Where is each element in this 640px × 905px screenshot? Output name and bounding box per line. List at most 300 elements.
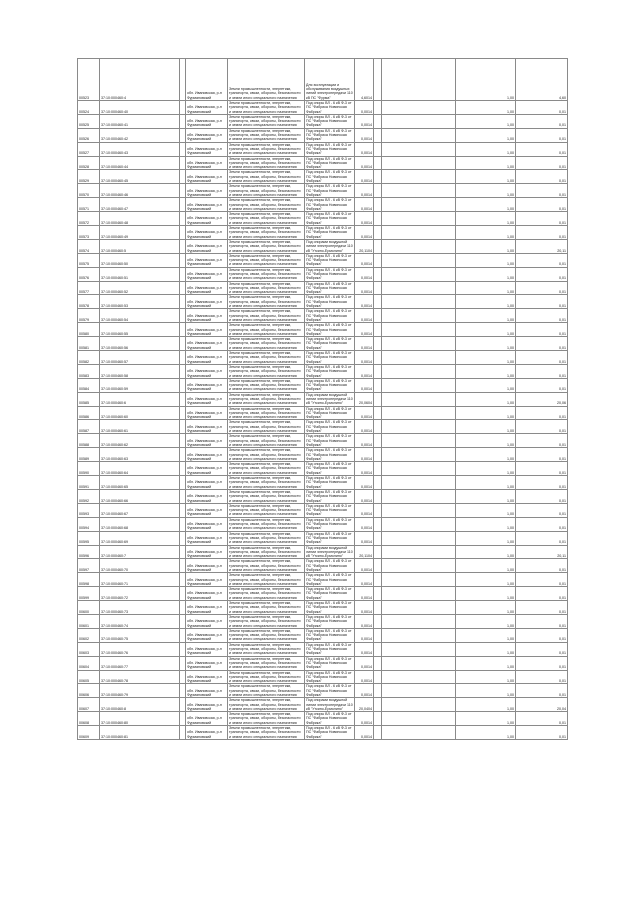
area-cell: 0,0014 — [355, 503, 374, 517]
rate-cell: 1,00 — [456, 351, 516, 365]
land-category-cell: Земли промышленности, энергетики, транспорта, связи, обороны, безопасности и земли иного специального назначения — [228, 198, 305, 212]
permitted-use-cell: Под опоры ВЛ - 6 кВ Ф-3 от ПС "Фабрика Новинская Фабрика" — [305, 614, 355, 628]
area-cell: 0,0014 — [355, 267, 374, 281]
row-number: 00609 — [78, 726, 100, 740]
amount-cell: 0,01 — [516, 670, 568, 684]
permitted-use-cell: Под опоры ВЛ - 6 кВ Ф-3 от ПС "Фабрика Новинская Фабрика" — [305, 114, 355, 128]
row-number: 00526 — [78, 128, 100, 142]
rate-cell: 1,00 — [456, 684, 516, 698]
land-category-cell: Земли промышленности, энергетики, транспорта, связи, обороны, безопасности и земли иного специального назначения — [228, 656, 305, 670]
location-cell: обл. Ивановская, р-н Фурмановский — [186, 239, 228, 253]
table-row — [78, 309, 568, 323]
row-number: 00588 — [78, 434, 100, 448]
cadastral-number: 37:10:000460:6 — [100, 392, 180, 406]
blank-cell — [374, 392, 382, 406]
table-row — [78, 531, 568, 545]
rate-cell: 1,00 — [456, 656, 516, 670]
land-category-cell: Земли промышленности, энергетики, транспорта, связи, обороны, безопасности и земли иного специального назначения — [228, 226, 305, 240]
cadastral-number: 37:10:000460:43 — [100, 142, 180, 156]
rate-cell: 1,00 — [456, 670, 516, 684]
permitted-use-cell: Под опоры ВЛ - 6 кВ Ф-3 от ПС "Фабрика Новинская Фабрика" — [305, 309, 355, 323]
blank-cell — [382, 503, 456, 517]
location-cell: обл. Ивановская, р-н Фурмановский — [186, 434, 228, 448]
table-row — [78, 587, 568, 601]
blank-cell — [374, 698, 382, 712]
blank-cell — [374, 253, 382, 267]
table-row — [78, 517, 568, 531]
row-number: 00575 — [78, 253, 100, 267]
cadastral-number: 37:10:000460:64 — [100, 462, 180, 476]
area-cell: 0,0014 — [355, 531, 374, 545]
blank-cell — [382, 587, 456, 601]
blank-cell — [374, 670, 382, 684]
rate-cell: 1,00 — [456, 462, 516, 476]
cadastral-number: 37:10:000460:40 — [100, 101, 180, 115]
area-cell: 0,0014 — [355, 670, 374, 684]
location-cell: обл. Ивановская, р-н Фурмановский — [186, 545, 228, 559]
table-row — [78, 128, 568, 142]
rate-cell: 1,00 — [456, 614, 516, 628]
permitted-use-cell: Под опоры ВЛ - 6 кВ Ф-3 от ПС "Фабрика Новинская Фабрика" — [305, 712, 355, 726]
blank-cell — [382, 545, 456, 559]
amount-cell: 0,01 — [516, 142, 568, 156]
rate-cell: 1,00 — [456, 184, 516, 198]
land-category-cell: Земли промышленности, энергетики, транспорта, связи, обороны, безопасности и земли иного специального назначения — [228, 587, 305, 601]
amount-cell: 0,01 — [516, 503, 568, 517]
row-number: 00600 — [78, 601, 100, 615]
row-number: 00605 — [78, 670, 100, 684]
location-cell: обл. Ивановская, р-н Фурмановский — [186, 559, 228, 573]
area-cell: 20,1104 — [355, 545, 374, 559]
cadastral-number: 37:10:000460:60 — [100, 406, 180, 420]
permitted-use-cell: Под опоры ВЛ - 6 кВ Ф-3 от ПС "Фабрика Новинская Фабрика" — [305, 128, 355, 142]
permitted-use-cell: Под опоры ВЛ - 6 кВ Ф-3 от ПС "Фабрика Новинская Фабрика" — [305, 587, 355, 601]
cadastral-number: 37:10:000460:48 — [100, 212, 180, 226]
area-cell: 0,0014 — [355, 309, 374, 323]
permitted-use-cell: Под опоры ВЛ - 6 кВ Ф-3 от ПС "Фабрика Новинская Фабрика" — [305, 253, 355, 267]
row-number: 00595 — [78, 531, 100, 545]
cadastral-number: 37:10:000460:53 — [100, 295, 180, 309]
area-cell: 0,0014 — [355, 587, 374, 601]
land-category-cell: Земли промышленности, энергетики, транспорта, связи, обороны, безопасности и земли иного специального назначения — [228, 642, 305, 656]
cadastral-number: 37:10:000460:42 — [100, 128, 180, 142]
table-row — [78, 628, 568, 642]
row-number: 00571 — [78, 198, 100, 212]
amount-cell: 0,01 — [516, 559, 568, 573]
amount-cell: 0,01 — [516, 198, 568, 212]
blank-cell — [382, 101, 456, 115]
blank-cell — [374, 726, 382, 740]
area-cell: 0,0014 — [355, 642, 374, 656]
location-cell: обл. Ивановская, р-н Фурмановский — [186, 531, 228, 545]
cadastral-number: 37:10:000460:5 — [100, 239, 180, 253]
blank-cell — [374, 545, 382, 559]
cadastral-number: 37:10:000460:4 — [100, 59, 180, 101]
table-row — [78, 726, 568, 740]
table-row — [78, 434, 568, 448]
blank-cell — [374, 434, 382, 448]
blank-cell — [382, 698, 456, 712]
row-number: 00523 — [78, 59, 100, 101]
amount-cell: 0,01 — [516, 156, 568, 170]
cadastral-number: 37:10:000460:70 — [100, 559, 180, 573]
rate-cell: 1,00 — [456, 434, 516, 448]
land-category-cell: Земли промышленности, энергетики, транспорта, связи, обороны, безопасности и земли иного специального назначения — [228, 573, 305, 587]
location-cell: обл. Ивановская, р-н Фурмановский — [186, 156, 228, 170]
cadastral-number: 37:10:000460:71 — [100, 573, 180, 587]
cadastral-number: 37:10:000460:68 — [100, 517, 180, 531]
amount-cell: 0,01 — [516, 364, 568, 378]
permitted-use-cell: Под опоры ВЛ - 6 кВ Ф-3 от ПС "Фабрика Новинская Фабрика" — [305, 406, 355, 420]
blank-cell — [374, 267, 382, 281]
document-sheet — [77, 58, 567, 740]
row-number: 00584 — [78, 378, 100, 392]
permitted-use-cell: Под опорами воздушной линии электропередачи 110 кВ "Уткино-Ермолино" — [306, 392, 353, 406]
blank-cell — [374, 364, 382, 378]
land-category-cell: Земли промышленности, энергетики, транспорта, связи, обороны, безопасности и земли иного специального назначения — [228, 601, 305, 615]
blank-cell — [382, 392, 456, 406]
location-cell: обл. Ивановская, р-н Фурмановский — [186, 420, 228, 434]
blank-cell — [374, 587, 382, 601]
row-number: 00590 — [78, 462, 100, 476]
land-category-cell: Земли промышленности, энергетики, транспорта, связи, обороны, безопасности и земли иного специального назначения — [228, 476, 305, 490]
table-row — [78, 573, 568, 587]
amount-cell: 0,01 — [516, 114, 568, 128]
amount-cell: 0,01 — [516, 434, 568, 448]
location-cell: обл. Ивановская, р-н Фурмановский — [186, 378, 228, 392]
table-row — [78, 337, 568, 351]
location-cell: обл. Ивановская, р-н Фурмановский — [186, 337, 228, 351]
table-row — [78, 601, 568, 615]
cadastral-number: 37:10:000460:54 — [100, 309, 180, 323]
location-cell: обл. Ивановская, р-н Фурмановский — [186, 684, 228, 698]
area-cell: 0,0014 — [355, 462, 374, 476]
blank-cell — [374, 309, 382, 323]
cadastral-number: 37:10:000460:41 — [100, 114, 180, 128]
row-number: 00581 — [78, 337, 100, 351]
permitted-use-cell: Под опоры ВЛ - 6 кВ Ф-3 от ПС "Фабрика Новинская Фабрика" — [305, 281, 355, 295]
amount-cell: 0,01 — [516, 295, 568, 309]
cadastral-number: 37:10:000460:76 — [100, 642, 180, 656]
area-cell: 0,0014 — [355, 656, 374, 670]
cadastral-number: 37:10:000460:47 — [100, 198, 180, 212]
permitted-use-cell: Под опорами воздушной линии электропередачи 110 кВ "Уткино-Ермолино" — [306, 239, 353, 253]
location-cell: обл. Ивановская, р-н Фурмановский — [186, 642, 228, 656]
land-category-cell: Земли промышленности, энергетики, транспорта, связи, обороны, безопасности и земли иного специального назначения — [228, 295, 305, 309]
table-row — [78, 503, 568, 517]
area-cell: 0,0014 — [355, 323, 374, 337]
cadastral-number: 37:10:000460:80 — [100, 712, 180, 726]
blank-cell — [382, 406, 456, 420]
rate-cell: 1,00 — [456, 517, 516, 531]
blank-cell — [374, 184, 382, 198]
blank-cell — [374, 351, 382, 365]
permitted-use-cell: Под опорами воздушной линии электропередачи 110 кВ "Уткино-Ермолино" — [306, 698, 353, 711]
table-row — [78, 212, 568, 226]
blank-cell — [382, 364, 456, 378]
location-cell: обл. Ивановская, р-н Фурмановский — [186, 670, 228, 684]
permitted-use-cell: Под опоры ВЛ - 6 кВ Ф-3 от ПС "Фабрика Новинская Фабрика" — [305, 462, 355, 476]
blank-cell — [382, 323, 456, 337]
permitted-use-cell: Под опоры ВЛ - 6 кВ Ф-3 от ПС "Фабрика Новинская Фабрика" — [305, 184, 355, 198]
blank-cell — [382, 489, 456, 503]
location-cell: обл. Ивановская, р-н Фурмановский — [186, 128, 228, 142]
blank-cell — [382, 198, 456, 212]
table-row — [78, 489, 568, 503]
cadastral-number: 37:10:000460:77 — [100, 656, 180, 670]
land-category-cell: Земли промышленности, энергетики, транспорта, связи, обороны, безопасности и земли иного специального назначения — [228, 559, 305, 573]
blank-cell — [374, 337, 382, 351]
blank-cell — [382, 601, 456, 615]
blank-cell — [382, 142, 456, 156]
blank-cell — [382, 59, 456, 101]
area-cell: 0,0014 — [355, 226, 374, 240]
rate-cell: 1,00 — [456, 531, 516, 545]
cadastral-number: 37:10:000460:65 — [100, 476, 180, 490]
amount-cell: 0,01 — [516, 656, 568, 670]
amount-cell: 0,01 — [516, 420, 568, 434]
table-row — [78, 559, 568, 573]
area-cell: 0,0014 — [355, 420, 374, 434]
row-number: 00580 — [78, 323, 100, 337]
cadastral-number: 37:10:000460:74 — [100, 614, 180, 628]
location-cell: обл. Ивановская, р-н Фурмановский — [186, 226, 228, 240]
cadastral-number: 37:10:000460:44 — [100, 156, 180, 170]
blank-cell — [382, 281, 456, 295]
amount-cell: 0,01 — [516, 587, 568, 601]
blank-cell — [382, 448, 456, 462]
land-category-cell: Земли промышленности, энергетики, транспорта, связи, обороны, безопасности и земли иного специального назначения — [228, 351, 305, 365]
blank-cell — [374, 406, 382, 420]
blank-cell — [382, 462, 456, 476]
cadastral-number: 37:10:000460:58 — [100, 364, 180, 378]
rate-cell: 1,00 — [456, 101, 516, 115]
row-number: 00599 — [78, 587, 100, 601]
area-cell: 20,0404 — [355, 698, 374, 712]
blank-cell — [382, 170, 456, 184]
blank-cell — [382, 226, 456, 240]
blank-cell — [374, 295, 382, 309]
permitted-use-cell: Под опоры ВЛ - 6 кВ Ф-3 от ПС "Фабрика Новинская Фабрика" — [305, 670, 355, 684]
land-category-cell: Земли промышленности, энергетики, транспорта, связи, обороны, безопасности и земли иного специального назначения — [228, 114, 305, 128]
row-number: 00577 — [78, 281, 100, 295]
permitted-use-cell: Под опоры ВЛ - 6 кВ Ф-3 от ПС "Фабрика Новинская Фабрика" — [305, 351, 355, 365]
area-cell: 20,0604 — [355, 392, 374, 406]
land-category-cell: Земли промышленности, энергетики, транспорта, связи, обороны, безопасности и земли иного специального назначения — [228, 281, 305, 295]
area-cell: 0,0014 — [355, 448, 374, 462]
row-number: 00606 — [78, 684, 100, 698]
location-cell: обл. Ивановская, р-н Фурмановский — [186, 364, 228, 378]
permitted-use-cell: Под опоры ВЛ - 6 кВ Ф-3 от ПС "Фабрика Новинская Фабрика" — [305, 226, 355, 240]
permitted-use-cell: Под опоры ВЛ - 6 кВ Ф-3 от ПС "Фабрика Новинская Фабрика" — [305, 448, 355, 462]
permitted-use-cell: Под опоры ВЛ - 6 кВ Ф-3 от ПС "Фабрика Новинская Фабрика" — [305, 420, 355, 434]
area-cell: 4,6014 — [355, 59, 374, 101]
blank-cell — [382, 559, 456, 573]
amount-cell: 0,01 — [516, 212, 568, 226]
amount-cell: 0,01 — [516, 309, 568, 323]
area-cell: 0,0014 — [355, 337, 374, 351]
blank-cell — [374, 142, 382, 156]
amount-cell: 0,01 — [516, 614, 568, 628]
blank-cell — [382, 378, 456, 392]
land-category-cell: Земли промышленности, энергетики, транспорта, связи, обороны, безопасности и земли иного специального назначения — [228, 101, 305, 115]
rate-cell: 1,00 — [456, 267, 516, 281]
blank-cell — [382, 128, 456, 142]
cadastral-number: 37:10:000460:45 — [100, 170, 180, 184]
row-number: 00524 — [78, 101, 100, 115]
cadastral-number: 37:10:000460:69 — [100, 531, 180, 545]
land-category-cell: Земли промышленности, энергетики, транспорта, связи, обороны, безопасности и земли иного специального назначения — [228, 392, 305, 406]
cadastral-number: 37:10:000460:7 — [100, 545, 180, 559]
table-row — [78, 170, 568, 184]
row-number: 00602 — [78, 628, 100, 642]
blank-cell — [374, 378, 382, 392]
land-category-cell: Земли промышленности, энергетики, транспорта, связи, обороны, безопасности и земли иного специального назначения — [228, 462, 305, 476]
location-cell: обл. Ивановская, р-н Фурмановский — [186, 309, 228, 323]
area-cell: 0,0014 — [355, 364, 374, 378]
location-cell: обл. Ивановская, р-н Фурмановский — [186, 628, 228, 642]
amount-cell: 0,01 — [516, 531, 568, 545]
table-row — [78, 156, 568, 170]
amount-cell: 0,01 — [516, 448, 568, 462]
area-cell: 0,0014 — [355, 476, 374, 490]
blank-cell — [374, 239, 382, 253]
area-cell: 0,0014 — [355, 101, 374, 115]
blank-cell — [374, 503, 382, 517]
amount-cell: 0,01 — [516, 476, 568, 490]
row-number: 00582 — [78, 351, 100, 365]
row-number: 00596 — [78, 545, 100, 559]
area-cell: 0,0014 — [355, 684, 374, 698]
area-cell: 0,0014 — [355, 114, 374, 128]
table-row — [78, 684, 568, 698]
table-row — [78, 114, 568, 128]
land-category-cell: Земли промышленности, энергетики, транспорта, связи, обороны, безопасности и земли иного специального назначения — [228, 698, 305, 712]
rate-cell: 1,00 — [456, 712, 516, 726]
cadastral-number: 37:10:000460:79 — [100, 684, 180, 698]
row-number: 00576 — [78, 267, 100, 281]
blank-cell — [382, 628, 456, 642]
location-cell: обл. Ивановская, р-н Фурмановский — [186, 101, 228, 115]
blank-cell — [382, 212, 456, 226]
amount-cell: 20,04 — [516, 698, 568, 712]
blank-cell — [374, 212, 382, 226]
location-cell: обл. Ивановская, р-н Фурмановский — [186, 114, 228, 128]
amount-cell: 0,01 — [516, 573, 568, 587]
cadastral-number: 37:10:000460:63 — [100, 448, 180, 462]
rate-cell: 1,00 — [456, 726, 516, 740]
blank-cell — [374, 420, 382, 434]
land-category-cell: Земли промышленности, энергетики, транспорта, связи, обороны, безопасности и земли иного специального назначения — [228, 545, 305, 559]
row-number: 00591 — [78, 476, 100, 490]
blank-cell — [382, 712, 456, 726]
permitted-use-cell: Под опоры ВЛ - 6 кВ Ф-3 от ПС "Фабрика Новинская Фабрика" — [305, 726, 355, 740]
rate-cell: 1,00 — [456, 573, 516, 587]
area-cell: 0,0014 — [355, 156, 374, 170]
area-cell: 0,0014 — [355, 573, 374, 587]
row-number: 00607 — [78, 698, 100, 712]
blank-cell — [382, 434, 456, 448]
location-cell: обл. Ивановская, р-н Фурмановский — [186, 573, 228, 587]
area-cell: 0,0014 — [355, 170, 374, 184]
location-cell: обл. Ивановская, р-н Фурмановский — [186, 170, 228, 184]
blank-cell — [382, 156, 456, 170]
area-cell: 0,0014 — [355, 351, 374, 365]
table-row — [78, 239, 568, 253]
rate-cell: 1,00 — [456, 420, 516, 434]
table-row — [78, 545, 568, 559]
blank-cell — [382, 114, 456, 128]
area-cell: 0,0014 — [355, 406, 374, 420]
land-category-cell: Земли промышленности, энергетики, транспорта, связи, обороны, безопасности и земли иного специального назначения — [228, 628, 305, 642]
blank-cell — [382, 517, 456, 531]
blank-cell — [374, 559, 382, 573]
rate-cell: 1,00 — [456, 128, 516, 142]
permitted-use-cell: Под опоры ВЛ - 6 кВ Ф-3 от ПС "Фабрика Новинская Фабрика" — [305, 642, 355, 656]
row-number: 00574 — [78, 239, 100, 253]
row-number: 00604 — [78, 656, 100, 670]
blank-cell — [374, 101, 382, 115]
amount-cell: 0,01 — [516, 170, 568, 184]
table-row — [78, 462, 568, 476]
amount-cell: 0,01 — [516, 101, 568, 115]
table-row — [78, 295, 568, 309]
cadastral-number: 37:10:000460:55 — [100, 323, 180, 337]
amount-cell: 0,01 — [516, 184, 568, 198]
land-category-cell: Земли промышленности, энергетики, транспорта, связи, обороны, безопасности и земли иного специального назначения — [228, 517, 305, 531]
amount-cell: 0,01 — [516, 712, 568, 726]
area-cell: 0,0014 — [355, 614, 374, 628]
permitted-use-cell: Под опоры ВЛ - 6 кВ Ф-3 от ПС "Фабрика Новинская Фабрика" — [305, 142, 355, 156]
table-row — [78, 142, 568, 156]
cadastral-number: 37:10:000460:51 — [100, 267, 180, 281]
permitted-use-cell: Под опоры ВЛ - 6 кВ Ф-3 от ПС "Фабрика Новинская Фабрика" — [305, 559, 355, 573]
cadastral-number: 37:10:000460:56 — [100, 337, 180, 351]
row-number: 00594 — [78, 517, 100, 531]
row-number: 00608 — [78, 712, 100, 726]
permitted-use-cell: Под опорами воздушной линии электропередачи 110 кВ "Уткино-Ермолино" — [306, 545, 353, 559]
land-category-cell: Земли промышленности, энергетики, транспорта, связи, обороны, безопасности и земли иного специального назначения — [228, 142, 305, 156]
rate-cell: 1,00 — [456, 239, 516, 253]
land-category-cell: Земли промышленности, энергетики, транспорта, связи, обороны, безопасности и земли иного специального назначения — [228, 364, 305, 378]
permitted-use-cell: Под опоры ВЛ - 6 кВ Ф-3 от ПС "Фабрика Новинская Фабрика" — [305, 517, 355, 531]
row-number: 00601 — [78, 614, 100, 628]
area-cell: 0,0014 — [355, 489, 374, 503]
rate-cell: 1,00 — [456, 226, 516, 240]
blank-cell — [374, 642, 382, 656]
permitted-use-cell: Под опоры ВЛ - 6 кВ Ф-3 от ПС "Фабрика Новинская Фабрика" — [305, 156, 355, 170]
table-row — [78, 614, 568, 628]
blank-cell — [374, 601, 382, 615]
rate-cell: 1,00 — [456, 476, 516, 490]
rate-cell: 1,00 — [456, 323, 516, 337]
permitted-use-cell: Под опоры ВЛ - 6 кВ Ф-3 от ПС "Фабрика Новинская Фабрика" — [305, 489, 355, 503]
location-cell: обл. Ивановская, р-н Фурмановский — [186, 212, 228, 226]
land-category-cell: Земли промышленности, энергетики, транспорта, связи, обороны, безопасности и земли иного специального назначения — [228, 420, 305, 434]
table-row — [78, 184, 568, 198]
location-cell: обл. Ивановская, р-н Фурмановский — [186, 184, 228, 198]
location-cell: обл. Ивановская, р-н Фурмановский — [186, 601, 228, 615]
rate-cell: 1,00 — [456, 281, 516, 295]
permitted-use-cell: Под опоры ВЛ - 6 кВ Ф-3 от ПС "Фабрика Новинская Фабрика" — [305, 628, 355, 642]
location-cell: обл. Ивановская, р-н Фурмановский — [186, 587, 228, 601]
land-category-cell: Земли промышленности, энергетики, транспорта, связи, обороны, безопасности и земли иного специального назначения — [228, 448, 305, 462]
land-category-cell: Земли промышленности, энергетики, транспорта, связи, обороны, безопасности и земли иного специального назначения — [228, 212, 305, 226]
location-cell: обл. Ивановская, р-н Фурмановский — [186, 656, 228, 670]
location-cell: обл. Ивановская, р-н Фурмановский — [186, 448, 228, 462]
rate-cell: 1,00 — [456, 170, 516, 184]
cadastral-number: 37:10:000460:73 — [100, 601, 180, 615]
